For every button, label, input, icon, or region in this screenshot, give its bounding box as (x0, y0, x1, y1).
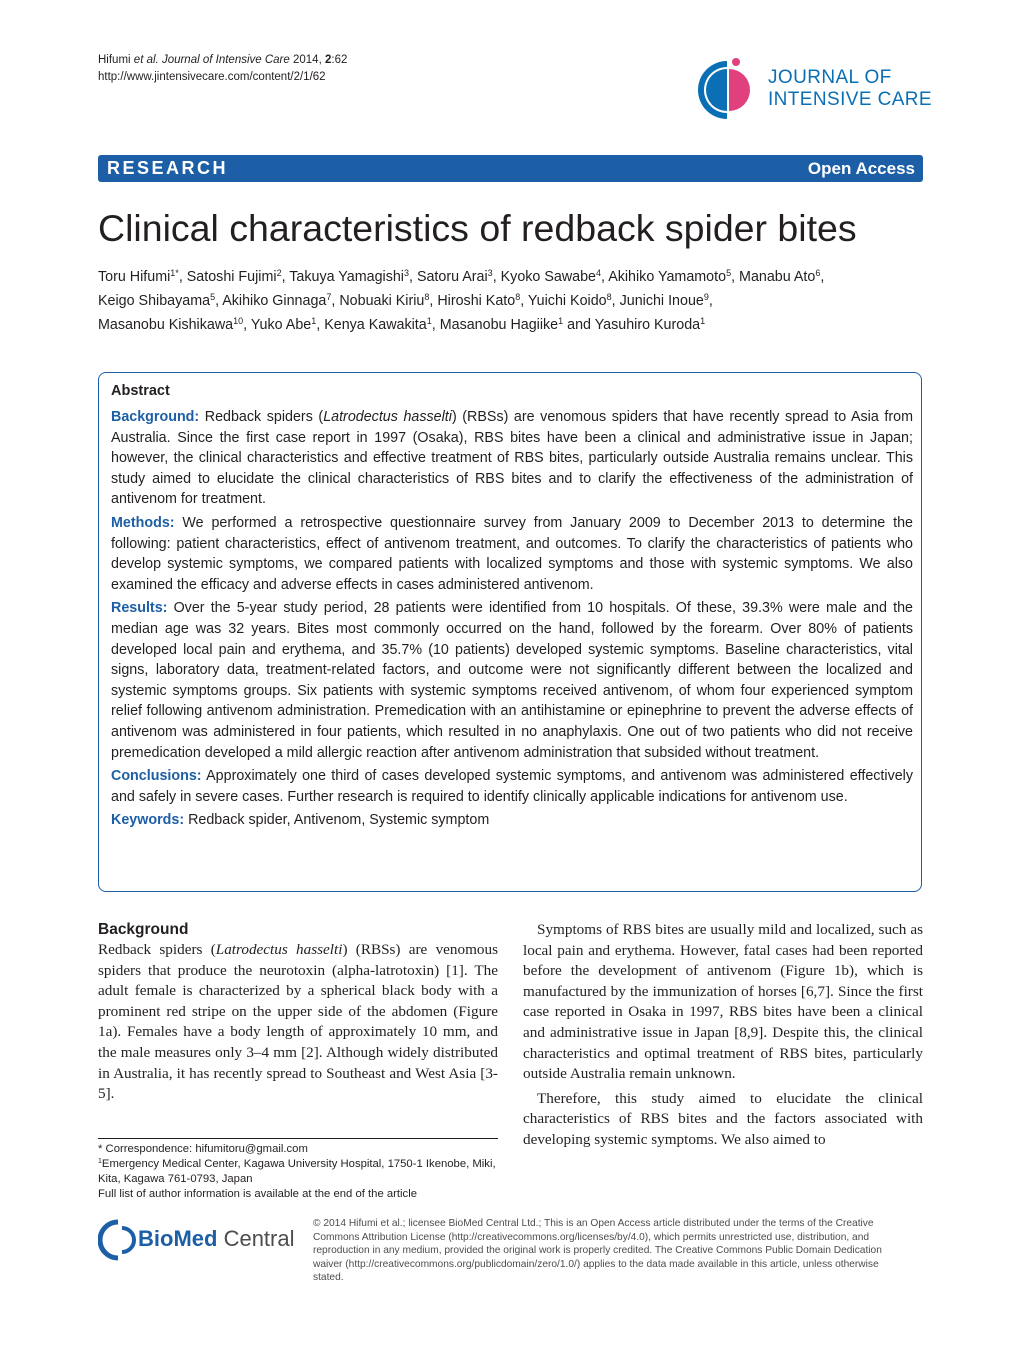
affiliation-note: $^1$Emergency Medical Center, Kagawa University Hospital, 1750-1 Ikenobe, Miki, Kita, Kagawa 761-0793, Japan (98, 1158, 496, 1185)
author-info-note: Full list of author information is available at the end of the article (98, 1188, 417, 1200)
journal-logo-icon (692, 55, 762, 125)
author: Satoru Arai$^3$ (416, 268, 493, 285)
author: Toru Hifumi$^{1*}$ (98, 268, 179, 285)
author: Manabu Ato$^6$ (739, 268, 821, 285)
article-type-bar (98, 155, 923, 182)
abstract-conclusions: Conclusions: Approximately one third of cases developed systemic symptoms, and antivenom was administered effectively and safely in severe cases. Further research is required to identify clinically applicable indications for antivenom use. (111, 768, 913, 805)
citation-header (98, 52, 347, 86)
author: Takuya Yamagishi$^3$ (289, 268, 409, 285)
body-paragraph: Symptoms of RBS bites are usually mild and localized, such as local pain and erythema. However, fatal cases had been reported before the development of antivenom (Figure 1b), which is manufactured by the immunization of horses [6,7]. Since the first case reported in Osaka in 1997, RBS bites have been a clinical and administrative issue in Japan [8,9]. Despite this, the clinical characteristics and optimal treatment of RBS bites, particularly outside Australia remain unknown. (523, 921, 923, 1083)
abstract-results: Results: Over the 5-year study period, 28 patients were identified from 10 hospitals. Of these, 39.3% were male and the median age was 32 years. Bites most commonly occurred on the hand, followed by the forearm. Over 80% of patients developed local pain and erythema, and 35.7% (10 patients) developed systemic symptoms. Baseline characteristics, vital signs, laboratory data, treatment-related factors, and outcome were not significantly different between the localized and systemic symptoms groups. Six patients with systemic symptoms received antivenom, of whom four experienced symptom relief following antivenom administration. Premedication with an antihistamine or epinephrine to prevent the adverse effects of antivenom was administered in four patients, which resulted in no anaphylaxis. One out of two patients who did not receive premedication developed a mild allergic reaction after antivenom administration that subsided without treatment. (111, 600, 913, 761)
body-right-column (523, 920, 923, 1151)
author: Yuichi Koido$^8$ (527, 292, 612, 309)
author: Yasuhiro Kuroda$^1$ (594, 316, 706, 333)
abstract-keywords: Keywords: Redback spider, Antivenom, Systemic symptom (111, 812, 490, 829)
body-paragraph: Therefore, this study aimed to elucidate the clinical characteristics of RBS bites and the factors associated with developing systemic symptoms. We also aimed to (523, 1089, 923, 1148)
author: Junichi Inoue$^9$ (619, 292, 709, 309)
author: Masanobu Hagiike$^1$ (439, 316, 564, 333)
author: Kyoko Sawabe$^4$ (500, 268, 602, 285)
journal-name: JOURNAL OF INTENSIVE CARE (768, 67, 932, 110)
author: Akihiko Yamamoto$^5$ (608, 268, 732, 285)
abstract-heading: Abstract (111, 383, 170, 399)
body-left-column (98, 920, 498, 1105)
article-url-link[interactable]: http://www.jintensivecare.com/content/2/1/62 (98, 71, 326, 83)
author: Yuko Abe$^1$ (250, 316, 317, 333)
footnotes (98, 1142, 498, 1202)
biomed-central-logo-icon (98, 1218, 136, 1262)
article-title: Clinical characteristics of redback spider bites (98, 207, 857, 249)
abstract-box (98, 372, 922, 892)
open-access-label: Open Access (807, 159, 915, 178)
abstract-methods: Methods: We performed a retrospective questionnaire survey from January 2009 to December 2013 to determine the following: patient characteristics, effect of antivenom treatment, and outcomes. To clarify the characteristics of patients who develop systemic symptoms, we compared patients with localized symptoms and those with systemic symptoms. We also examined the efficacy and adverse effects in cases administered antivenom. (111, 514, 913, 593)
author: Kenya Kawakita$^1$ (324, 316, 432, 333)
footnote-divider (98, 1138, 498, 1139)
license-statement: © 2014 Hifumi et al.; licensee BioMed Central Ltd.; This is an Open Access article distributed under the terms of the Creative Commons Attribution License (http://creativecommons.org/licenses/by/4.0), which permits unrestricted use, distribution, and reproduction in any medium, provided the original work is properly credited. The Creative Commons Public Domain Dedication waiver (http://creativecommons.org/publicdomain/zero/1.0/) applies to the data made available in this article, unless otherwise stated. (313, 1218, 882, 1283)
body-paragraph: Redback spiders (Latrodectus hasselti) (RBSs) are venomous spiders that produce the neurotoxin (alpha-latrotoxin) [1]. The adult female is characterized by a spherical black body with a prominent red stripe on the upper side of the abdomen (Figure 1a). Females have a body length of approximately 10 mm, and the male measures only 3–4 mm [2]. Although widely distributed in Australia, it has recently spread to Southeast and West Asia [3-5]. (98, 941, 498, 1103)
biomed-central-wordmark: BioMed Central (138, 1226, 295, 1251)
author: Masanobu Kishikawa$^{10}$ (98, 316, 244, 333)
biomed-central-logo (98, 1218, 298, 1262)
article-type-label: RESEARCH (107, 158, 229, 178)
author: Nobuaki Kiriu$^8$ (339, 292, 430, 309)
author: Hiroshi Kato$^8$ (437, 292, 521, 309)
author-list: Toru Hifumi$^{1*}$, Satoshi Fujimi$^2$, Takuya Yamagishi$^3$, Satoru Arai$^3$, Kyoko Sawabe$^4$, Akihiko Yamamoto$^5$, Manabu Ato$^6$, Keigo Shibayama$^5$, Akihiko Ginnaga$^7$, Nobuaki Kiriu$^8$, Hiroshi Kato$^8$, Yuichi Koido$^8$, Junichi Inoue$^9$, Masanobu Kishikawa$^{10}$, Yuko Abe$^1$, Kenya Kawakita$^1$, Masanobu Hagiike$^1$ and Yasuhiro Kuroda$^1$ (98, 268, 825, 333)
author: Keigo Shibayama$^5$ (98, 292, 216, 309)
author: Akihiko Ginnaga$^7$ (222, 292, 332, 309)
abstract-background: Background: Redback spiders (Latrodectus hasselti) (RBSs) are venomous spiders that have recently spread to Asia from Australia. Since the first case report in 1997 (Osaka), RBS bites have been a clinical and administrative issue in Japan; however, the clinical characteristics and effective treatment of RBS bites, particularly outside Australia remains unclear. This study aimed to elucidate the clinical characteristics of RBS bites and to clarify the effectiveness of the administration of antivenom for treatment. (111, 409, 913, 508)
journal-logo (692, 55, 932, 125)
citation-line: Hifumi et al. Journal of Intensive Care 2014, 2:62 (98, 54, 348, 66)
correspondence-note: * Correspondence: hifumitoru@gmail.com (98, 1143, 308, 1155)
section-heading-background: Background (98, 921, 189, 938)
author: Satoshi Fujimi$^2$ (186, 268, 282, 285)
